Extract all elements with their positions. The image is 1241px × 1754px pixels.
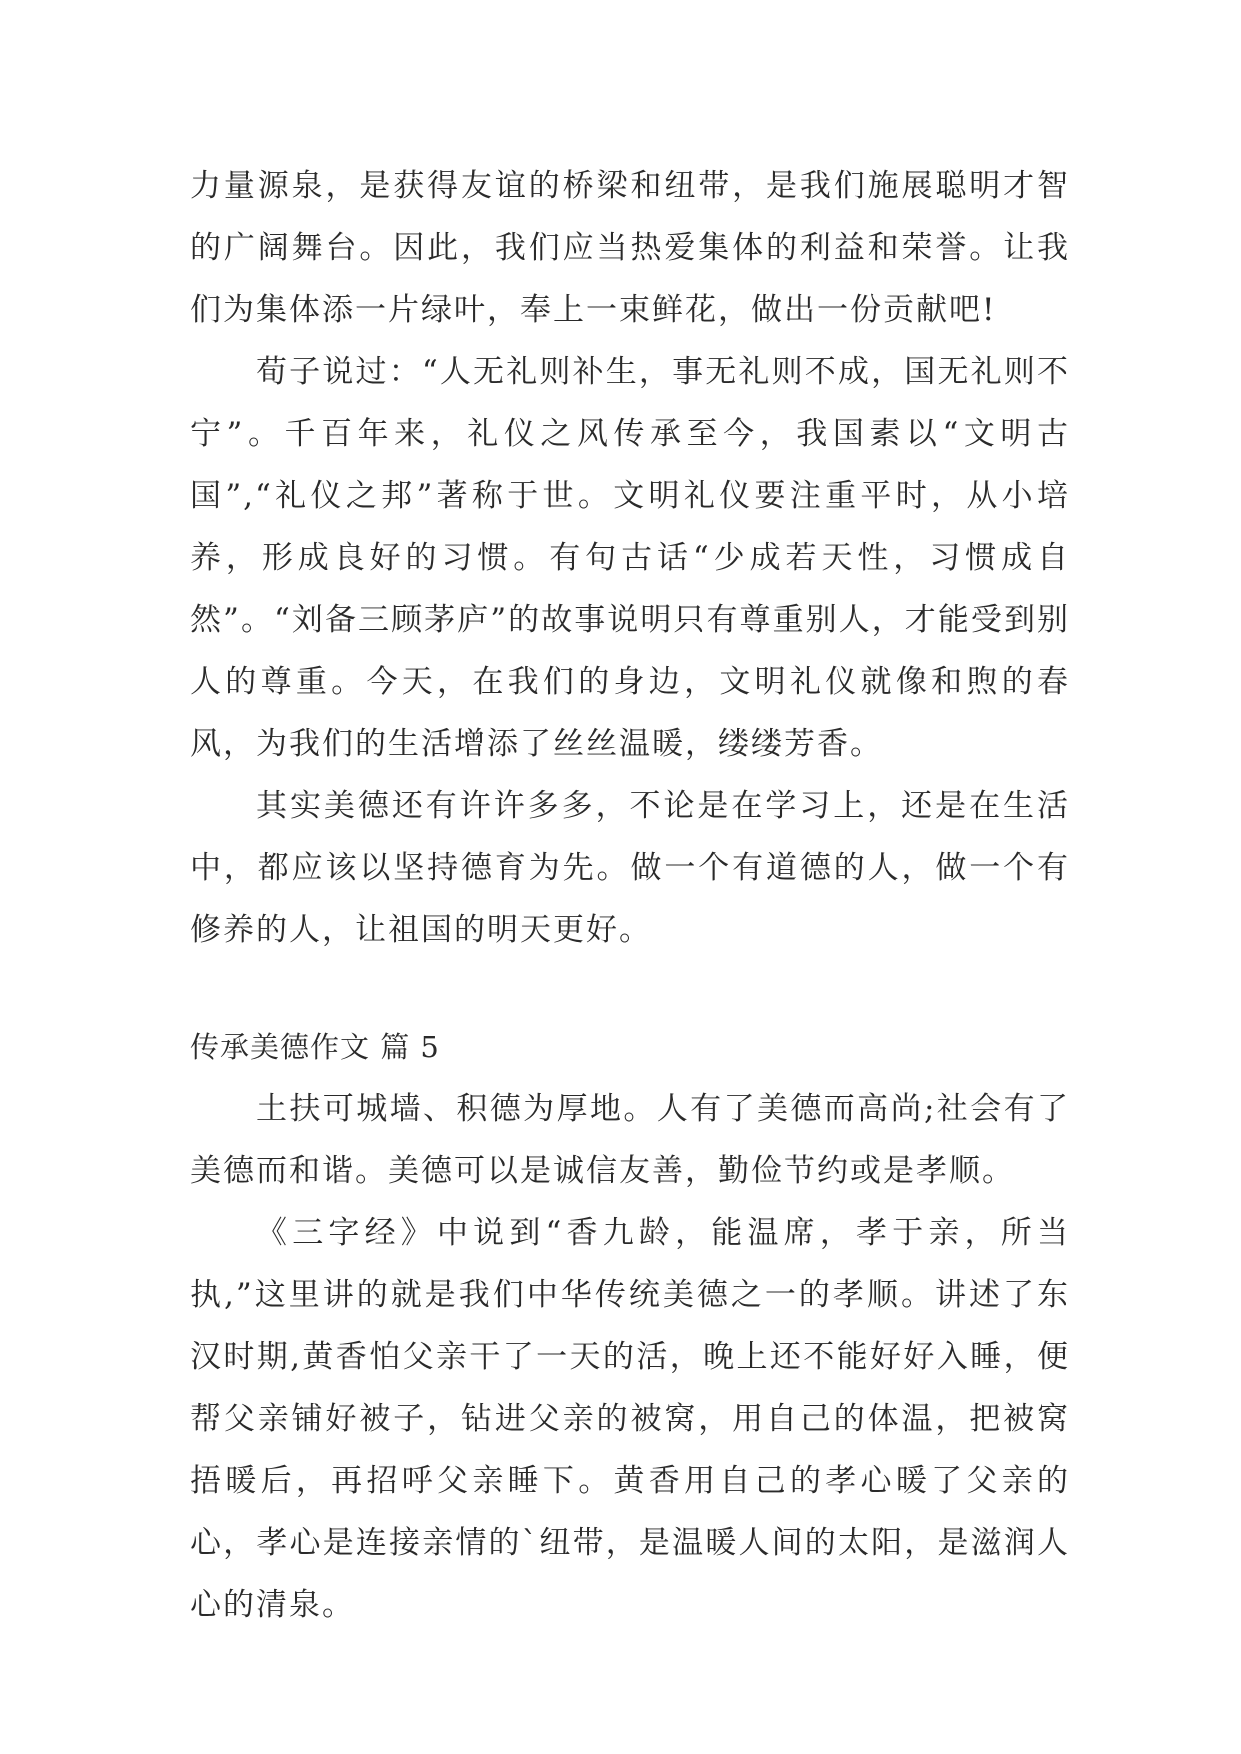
- paragraph-virtue-intro: 土扶可城墙、积德为厚地。人有了美德而高尚;社会有了美德而和谐。美德可以是诚信友善，勤俭节约或是孝顺。: [190, 1091, 1070, 1189]
- paragraph-virtue-summary: 其实美德还有许许多多，不论是在学习上，还是在生活中，都应该以坚持德育为先。做一个有道德的人，做一个有修养的人，让祖国的明天更好。: [190, 788, 1070, 948]
- section-title: 传承美德作文 篇 5: [190, 1030, 440, 1064]
- document-body: [190, 155, 1070, 1636]
- paragraph-collective-honor: 力量源泉，是获得友谊的桥梁和纽带，是我们施展聪明才智的广阔舞台。因此，我们应当热爱集体的利益和荣誉。让我们为集体添一片绿叶，奉上一束鲜花，做出一份贡献吧!: [190, 168, 1070, 328]
- paragraph-xunzi-etiquette: 荀子说过：“人无礼则补生，事无礼则不成，国无礼则不宁”。千百年来，礼仪之风传承至今，我国素以“文明古国”,“礼仪之邦”著称于世。文明礼仪要注重平时，从小培养，形成良好的习惯。有句古话“少成若天性，习惯成自然”。“刘备三顾茅庐”的故事说明只有尊重别人，才能受到别人的尊重。今天，在我们的身边，文明礼仪就像和煦的春风，为我们的生活增添了丝丝温暖，缕缕芳香。: [190, 354, 1070, 762]
- paragraph-huangxiang-story: 《三字经》中说到“香九龄，能温席，孝于亲，所当执,”这里讲的就是我们中华传统美德之一的孝顺。讲述了东汉时期,黄香怕父亲干了一天的活，晚上还不能好好入睡，便帮父亲铺好被子，钻进父亲的被窝，用自己的体温，把被窝捂暖后，再招呼父亲睡下。黄香用自己的孝心暖了父亲的心，孝心是连接亲情的`纽带，是温暖人间的太阳，是滋润人心的清泉。: [190, 1215, 1070, 1623]
